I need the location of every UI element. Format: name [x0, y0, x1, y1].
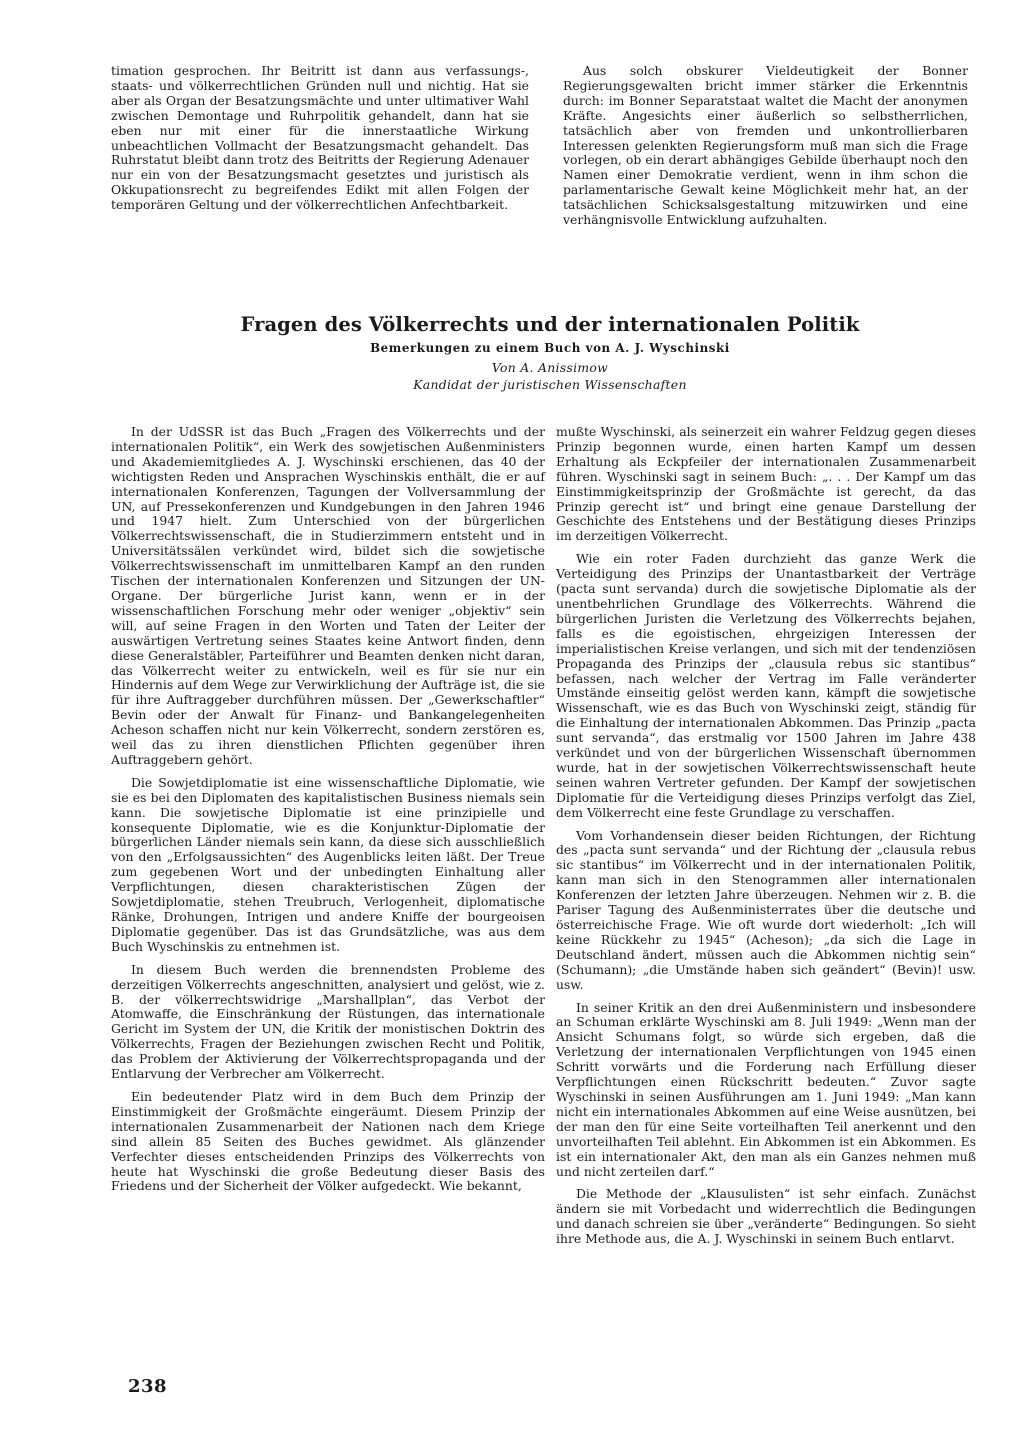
article-heading	[200, 313, 900, 393]
paragraph: Aus solch obskurer Vieldeutigkeit der Bonner Regierungsgewalten bricht immer stärker die Erkenntnis durch: im Bonner Separatstaat waltet die Macht der anonymen Kräfte. Angesichts einer äußerlich so selbstherrlichen, tatsächlich aber von fremden und unkontrollierbaren Interessen gelenkten Regierungsform muß man sich die Frage vorlegen, ob ein derart abhängiges Gebilde überhaupt noch den Namen einer Demokratie verdient, wenn in ihm schon die parlamentarische Gewalt keine Möglichkeit mehr hat, an der tatsächlichen Schicksalsgestaltung mitzuwirken und eine verhängnisvolle Entwicklung aufzuhalten.	[563, 63, 968, 228]
paragraph: Die Methode der „Klausulisten“ ist sehr einfach. Zunächst ändern sie mit Vorbedacht und widerrechtlich die Bedingungen und danach schreien sie über „veränderte“ Bedingungen. So sieht ihre Methode aus, die A. J. Wyschinski in seinem Buch entlarvt.	[556, 1186, 976, 1247]
body-left-column	[111, 425, 545, 1194]
paragraph: Die Sowjetdiplomatie ist eine wissenschaftliche Diplomatie, wie sie es bei den Diplomaten des kapitalistischen Business niemals sein kann. Die sowjetische Diplomatie ist eine prinzipielle und konsequente Diplomatie, wie es die Konjunktur-Diplomatie der bürgerlichen Länder niemals sein kann, da diese sich ausschließlich von den „Erfolgsaussichten“ des Augenblicks leiten läßt. Der Treue zum gegebenen Wort und der unbedingten Einhaltung aller Verpflichtungen, diesen charakteristischen Zügen der Sowjetdiplomatie, stehen Treubruch, Verlogenheit, diplomatische Ränke, Drohungen, Intrigen und andere Kniffe der bourgeoisen Diplomatie gegenüber. Das ist das Grundsätzliche, was aus dem Buch Wyschinskis zu entnehmen ist.	[111, 774, 545, 954]
paragraph: In der UdSSR ist das Buch „Fragen des Völkerrechts und der internationalen Politik“, ein Werk des sowjetischen Außenministers und Akademiemitgliedes A. J. Wyschinski erschienen, das 40 der wichtigsten Reden und Ansprachen Wyschinskis enthält, die er auf internationalen Konferenzen, Tagungen der Vollversammlung der UN, auf Pressekonferenzen und Kundgebungen in den Jahren 1946 und 1947 hielt. Zum Unterschied von der bürgerlichen Völkerrechtswissenschaft, die in Studierzimmern entsteht und in Universitätssälen verkündet wird, bildet sich die sowjetische Völkerrechtswissenschaft im unmittelbaren Kampf an den runden Tischen der internationalen Konferenzen und Sitzungen der UN-Organe. Der bürgerliche Jurist kann, wenn er in der wissenschaftlichen Forschung mehr oder weniger „objektiv“ sein will, auf seine Fragen in den Worten und Taten der Leiter der auswärtigen Vertretung seines Staates keine Antwort finden, denn diese Generalstäbler, Parteiführer und Beamten denken nicht daran, das Völkerrecht weiter zu entwickeln, weil es für sie nur ein Hindernis auf dem Wege zur Verwirklichung der Aufträge ist, die sie für ihre Auftraggeber durchführen müssen. Der „Gewerkschaftler“ Bevin oder der Anwalt für Finanz- und Bankangelegenheiten Acheson schaffen nicht nur kein Völkerrecht, sondern zerstören es, weil das zu ihren dienstlichen Pflichten gegenüber ihren Auftraggebern gehört.	[111, 424, 545, 767]
top-left-column	[111, 64, 529, 213]
article-title: Fragen des Völkerrechts und der internationalen Politik	[240, 313, 860, 336]
paragraph: In seiner Kritik an den drei Außenministern und insbesondere an Schuman erklärte Wyschinski am 8. Juli 1949: „Wenn man der Ansicht Schumans folgt, so würde sich ergeben, daß die Verletzung der internationalen Verpflichtungen von 1945 einen Schritt vorwärts und die Forderung nach Erfüllung dieser Verpflichtungen einen Rückschritt bedeuten.“ Zuvor sagte Wyschinski in seinen Ausführungen am 1. Juni 1949: „Man kann nicht ein internationales Abkommen auf eine Weise ausnützen, bei der man den für eine Seite vorteilhaften Teil anerkennt und den unvorteilhaften Teil ablehnt. Ein Abkommen ist ein Abkommen. Es ist ein internationaler Akt, den man als ein Ganzes nehmen muß und nicht zerteilen darf.“	[556, 999, 976, 1179]
paragraph: mußte Wyschinski, als seinerzeit ein wahrer Feldzug gegen dieses Prinzip begonnen wurde, einen harten Kampf um dessen Erhaltung als Eckpfeiler der internationalen Zusammenarbeit führen. Wyschinski sagt in seinem Buch: „. . . Der Kampf um das Einstimmigkeitsprinzip der Großmächte ist gerecht, da das Prinzip gerecht ist“ und bringt eine genaue Darstellung der Geschichte des Entstehens und der Bestätigung dieses Prinzips im derzeitigen Völkerrecht.	[556, 424, 976, 544]
paragraph: Vom Vorhandensein dieser beiden Richtungen, der Richtung des „pacta sunt servanda“ und der Richtung der „clausula rebus sic stantibus“ im Völkerrecht und in der internationalen Politik, kann man sich in den Stenogrammen aller internationalen Konferenzen der letzten Jahre überzeugen. Nehmen wir z. B. die Pariser Tagung des Außenministerrates über die deutsche und österreichische Frage. Wie oft wurde dort wiederholt: „Ich will keine Rückkehr zu 1945“ (Acheson); „da sich die Lage in Deutschland ändert, müssen auch die Abkommen nichtig sein“ (Schumann); „die Umstände haben sich geändert“ (Bevin)! usw. usw.	[556, 827, 976, 992]
body-right-column	[556, 425, 976, 1247]
paragraph: Ein bedeutender Platz wird in dem Buch dem Prinzip der Einstimmigkeit der Großmächte eingeräumt. Diesem Prinzip der internationalen Zusammenarbeit der Nationen nach dem Kriege sind allein 85 Seiten des Buches gewidmet. Als glänzender Verfechter dieses entscheidenden Prinzips des Völkerrechts von heute hat Wyschinski die große Bedeutung dieser Basis des Friedens und der Sicherheit der Völker aufgedeckt. Wie bekannt,	[111, 1088, 545, 1194]
article-byline: Von A. Anissimow	[491, 360, 609, 375]
page-number: 238	[128, 1376, 168, 1397]
paragraph: Wie ein roter Faden durchzieht das ganze Werk die Verteidigung des Prinzips der Unantastbarkeit der Verträge (pacta sunt servanda) durch die sowjetische Diplomatie als der unentbehrlichen Grundlage des Völkerrechts. Während die bürgerlichen Juristen die Verletzung des Völkerrechts bejahen, falls es die egoistischen, ehrgeizigen Interessen der imperialistischen Kreise verlangen, und sich mit der tendenziösen Propaganda des Prinzips der „clausula rebus sic stantibus“ befassen, nach welcher der Vertrag im Falle veränderter Umstände einseitig gelöst werden kann, kämpft die sowjetische Wissenschaft, wie es das Buch von Wyschinski zeigt, ständig für die Einhaltung der internationalen Abkommen. Das Prinzip „pacta sunt servanda“, das erstmalig vor 1500 Jahren im Jahre 438 verkündet und von der bürgerlichen Wissenschaft übernommen wurde, hat in der sowjetischen Völkerrechtswissenschaft heute seinen wahren Vertreter gefunden. Der Kampf der sowjetischen Diplomatie für die Verteidigung dieses Prinzips verfolgt das Ziel, dem Völkerrecht eine feste Grundlage zu verschaffen.	[556, 551, 976, 820]
paragraph: timation gesprochen. Ihr Beitritt ist dann aus verfassungs-, staats- und völkerrechtlichen Gründen null und nichtig. Hat sie aber als Organ der Besatzungsmächte und unter ultimativer Wahl zwischen Demontage und Ruhrpolitik gehandelt, dann hat sie eben nur mit einer für die innerstaatliche Wirkung unbeachtlichen Vollmacht der Besatzungsmacht gehandelt. Das Ruhrstatut bleibt dann trotz des Beitritts der Regierung Adenauer nur ein von der Besatzungsmacht gesetztes und juristisch als Okkupationsrecht zu begreifendes Edikt mit allen Folgen der temporären Geltung und der völkerrechtlichen Anfechtbarkeit.	[111, 63, 529, 213]
article-affiliation: Kandidat der juristischen Wissenschaften	[413, 377, 687, 392]
article-subtitle: Bemerkungen zu einem Buch von A. J. Wyschinski	[370, 341, 730, 355]
paragraph: In diesem Buch werden die brennendsten Probleme des derzeitigen Völkerrechts angeschnitten, analysiert und gelöst, wie z. B. der völkerrechtswidrige „Marshallplan“, das Verbot der Atomwaffe, die Einschränkung der Rüstungen, das internationale Gericht im System der UN, die Kritik der monistischen Doktrin des Völkerrechts, Fragen der Beziehungen zwischen Recht und Politik, das Problem der Aktivierung der Völkerrechtspropaganda und der Entlarvung der Verbrecher am Völkerrecht.	[111, 961, 545, 1082]
top-right-column	[563, 64, 968, 228]
